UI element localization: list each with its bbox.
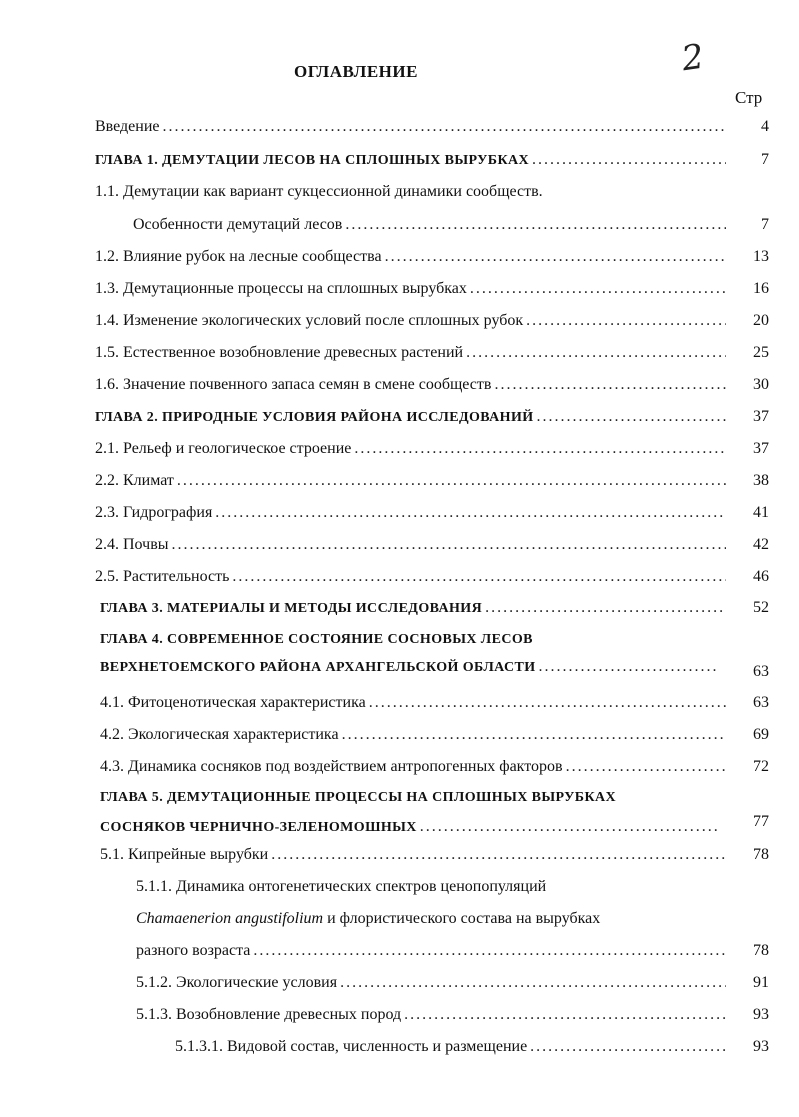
toc-page-number: 63 <box>753 663 769 680</box>
leader-dots <box>404 1006 726 1024</box>
toc-chapter[interactable] <box>100 818 720 842</box>
toc-entry[interactable] <box>136 1006 729 1030</box>
toc-entry[interactable] <box>95 248 729 272</box>
toc-page-number: 30 <box>753 376 769 393</box>
leader-dots <box>172 536 727 554</box>
toc-chapter[interactable] <box>95 408 729 432</box>
toc-page-number: 63 <box>753 694 769 711</box>
toc-entry[interactable] <box>136 974 729 998</box>
toc-page-number: 69 <box>753 726 769 743</box>
toc-entry-text: 2.4. Почвы <box>95 536 169 553</box>
toc-page-number: 42 <box>753 536 769 553</box>
toc-page-number: 52 <box>753 599 769 616</box>
leader-dots <box>485 599 726 617</box>
toc-entry-text: разного возраста <box>136 942 251 959</box>
toc-entry[interactable] <box>95 472 729 496</box>
toc-page-number: 7 <box>761 151 769 168</box>
toc-entry-text: 5.1.2. Экологические условия <box>136 974 338 991</box>
page-title: ОГЛАВЛЕНИЕ <box>294 62 418 81</box>
toc-page-number: 93 <box>753 1038 769 1055</box>
toc-entry[interactable] <box>95 344 729 368</box>
leader-dots <box>340 974 726 992</box>
toc-page-number: 78 <box>753 846 769 863</box>
leader-dots <box>530 1038 726 1056</box>
toc-entry[interactable] <box>95 312 729 336</box>
leader-dots <box>526 312 726 330</box>
species-name: Chamaenerion angustifolium <box>136 910 324 927</box>
toc-entry[interactable] <box>95 376 729 400</box>
toc-entry[interactable] <box>100 758 729 782</box>
toc-entry[interactable] <box>175 1038 729 1062</box>
toc-entry-text: ВЕРХНЕТОЕМСКОГО РАЙОНА АРХАНГЕЛЬСКОЙ ОБЛАСТИ <box>100 660 536 675</box>
toc-entry-text: 5.1. Кипрейные вырубки <box>100 846 269 863</box>
toc-page-number: 78 <box>753 942 769 959</box>
leader-dots <box>271 846 726 864</box>
toc-entry[interactable] <box>95 280 729 304</box>
toc-entry-text: ГЛАВА 2. ПРИРОДНЫЕ УСЛОВИЯ РАЙОНА ИССЛЕДОВАНИЙ <box>95 410 534 425</box>
toc-entry-text: 1.6. Значение почвенного запаса семян в смене сообществ <box>95 376 492 393</box>
toc-page-number: 41 <box>753 504 769 521</box>
toc-entry-text: 1.2. Влияние рубок на лесные сообщества <box>95 248 382 265</box>
toc-entry-text: 2.2. Климат <box>95 472 174 489</box>
toc-entry-text: 1.3. Демутационные процессы на сплошных вырубках <box>95 280 467 297</box>
toc-entry-text: 2.1. Рельеф и геологическое строение <box>95 440 352 457</box>
toc-entry[interactable] <box>100 694 729 718</box>
toc-entry[interactable] <box>100 726 729 750</box>
toc-page-number: 38 <box>753 472 769 489</box>
toc-entry-text: ГЛАВА 1. ДЕМУТАЦИИ ЛЕСОВ НА СПЛОШНЫХ ВЫРУБКАХ <box>95 153 530 168</box>
toc-entry-text: Особенности демутаций лесов <box>133 216 343 233</box>
toc-entry-text: Введение <box>95 118 160 135</box>
leader-dots <box>177 472 726 490</box>
toc-page-number: 37 <box>753 440 769 457</box>
toc-entry-text: 1.5. Естественное возобновление древесных растений <box>95 344 464 361</box>
leader-dots <box>539 658 717 676</box>
toc-entry[interactable] <box>100 846 729 870</box>
toc-entry-text: 4.1. Фитоценотическая характеристика <box>100 694 366 711</box>
toc-entry-text: ГЛАВА 3. МАТЕРИАЛЫ И МЕТОДЫ ИССЛЕДОВАНИЯ <box>100 601 483 616</box>
toc-entry[interactable] <box>95 440 729 464</box>
handwritten-page-number: 2 <box>679 36 707 80</box>
toc-entry-text: СОСНЯКОВ ЧЕРНИЧНО-ЗЕЛЕНОМОШНЫХ <box>100 820 417 835</box>
toc-entry-text: 2.5. Растительность <box>95 568 230 585</box>
leader-dots <box>354 440 726 458</box>
leader-dots <box>163 118 727 136</box>
toc-page-number: 77 <box>753 813 769 830</box>
leader-dots <box>369 694 726 712</box>
leader-dots <box>420 818 717 836</box>
toc-entry-text[interactable]: 5.1.1. Динамика онтогенетических спектров ценопопуляций <box>136 878 547 895</box>
leader-dots <box>470 280 726 298</box>
leader-dots <box>566 758 726 776</box>
leader-dots <box>342 726 726 744</box>
toc-page-number: 16 <box>753 280 769 297</box>
toc-page-number: 25 <box>753 344 769 361</box>
toc-entry-text: 5.1.3.1. Видовой состав, численность и размещение <box>175 1038 528 1055</box>
toc-entry-text[interactable]: 1.1. Демутации как вариант сукцессионной динамики сообществ. <box>95 183 543 200</box>
toc-entry-text: 5.1.3. Возобновление древесных пород <box>136 1006 402 1023</box>
toc-entry[interactable] <box>95 536 729 560</box>
toc-chapter[interactable] <box>100 658 720 682</box>
toc-entry[interactable] <box>95 118 729 142</box>
toc-page-number: 13 <box>753 248 769 265</box>
toc-entry[interactable] <box>133 216 729 240</box>
toc-entry-text: 4.3. Динамика сосняков под воздействием антропогенных факторов <box>100 758 563 775</box>
leader-dots <box>385 248 726 266</box>
leader-dots <box>215 504 726 522</box>
toc-entry-text: 2.3. Гидрография <box>95 504 213 521</box>
toc-entry[interactable] <box>136 942 729 966</box>
toc-entry-text: 1.4. Изменение экологических условий после сплошных рубок <box>95 312 524 329</box>
toc-entry[interactable] <box>95 568 729 592</box>
leader-dots <box>466 344 726 362</box>
toc-entry-text: 4.2. Экологическая характеристика <box>100 726 339 743</box>
toc-chapter-text[interactable]: ГЛАВА 5. ДЕМУТАЦИОННЫЕ ПРОЦЕССЫ НА СПЛОШНЫХ ВЫРУБКАХ <box>100 790 617 805</box>
toc-page-number: 93 <box>753 1006 769 1023</box>
toc-page-number: 37 <box>753 408 769 425</box>
toc-entry[interactable] <box>95 504 729 528</box>
toc-chapter[interactable] <box>95 151 729 175</box>
leader-dots <box>345 216 726 234</box>
toc-page-number: 4 <box>761 118 769 135</box>
leader-dots <box>537 408 726 426</box>
page-column-label: Стр <box>735 88 763 107</box>
toc-page-number: 72 <box>753 758 769 775</box>
leader-dots <box>494 376 726 394</box>
toc-page-number: 91 <box>753 974 769 991</box>
leader-dots <box>253 942 726 960</box>
toc-entry-line[interactable] <box>136 910 600 928</box>
leader-dots <box>232 568 726 586</box>
toc-chapter[interactable] <box>100 599 729 623</box>
leader-dots <box>532 151 726 169</box>
toc-entry-text: и флористического состава на вырубках <box>323 910 601 927</box>
toc-chapter-text[interactable]: ГЛАВА 4. СОВРЕМЕННОЕ СОСТОЯНИЕ СОСНОВЫХ ЛЕСОВ <box>100 632 533 647</box>
toc-page-number: 20 <box>753 312 769 329</box>
toc-page-number: 46 <box>753 568 769 585</box>
toc-page-number: 7 <box>761 216 769 233</box>
